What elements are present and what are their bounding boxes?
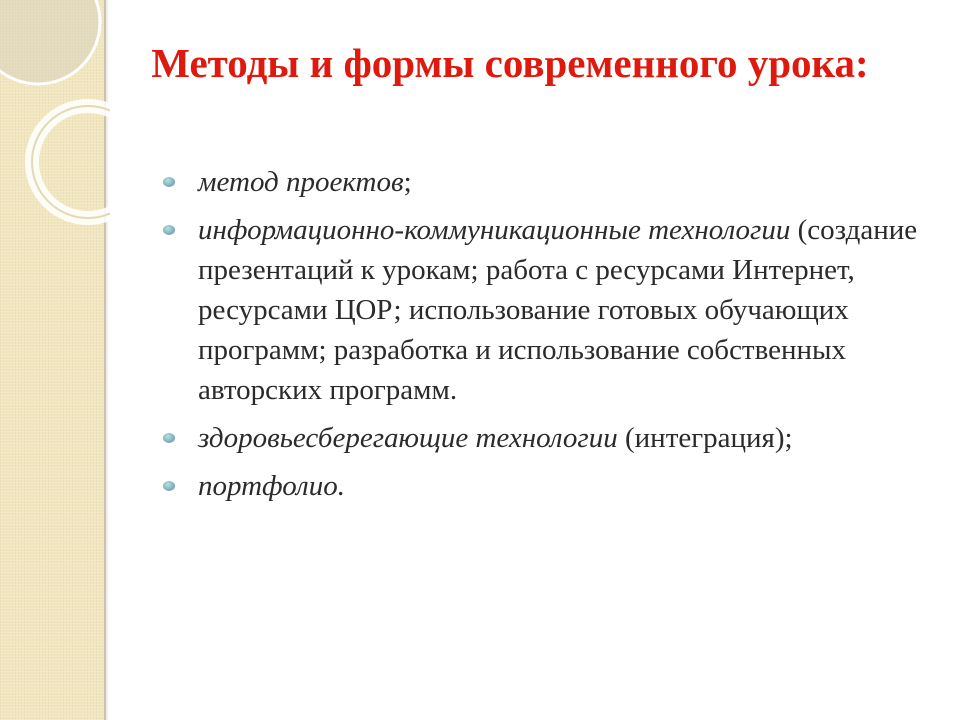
item-italic-text: информационно-коммуникационные технологии bbox=[198, 214, 791, 246]
item-italic-text: здоровьесберегающие технологии bbox=[198, 422, 618, 454]
deco-ring bbox=[32, 106, 110, 218]
list-item bbox=[160, 418, 930, 458]
deco-circle-large bbox=[0, 0, 100, 84]
slide-title: Методы и формы современного урока: bbox=[151, 40, 869, 86]
bullet-icon bbox=[163, 433, 175, 443]
list-item bbox=[160, 210, 930, 410]
list-item bbox=[160, 466, 930, 506]
bullet-icon bbox=[163, 225, 175, 235]
decorative-circles bbox=[0, 0, 110, 260]
list-item bbox=[160, 162, 930, 202]
item-normal-text: (интеграция); bbox=[617, 422, 793, 454]
methods-list bbox=[160, 162, 930, 514]
item-italic-text: портфолио. bbox=[198, 470, 345, 502]
item-normal-text: (создание презентаций к урокам; работа с ресурсами Интернет, ресурсами ЦОР; использование готовых обучающих программ; разработка и использование собственных авторских программ. bbox=[198, 214, 918, 406]
bullet-icon bbox=[163, 177, 175, 187]
item-italic-text: метод проектов bbox=[198, 166, 404, 198]
item-normal-text: ; bbox=[403, 166, 412, 198]
bullet-icon bbox=[163, 481, 175, 491]
